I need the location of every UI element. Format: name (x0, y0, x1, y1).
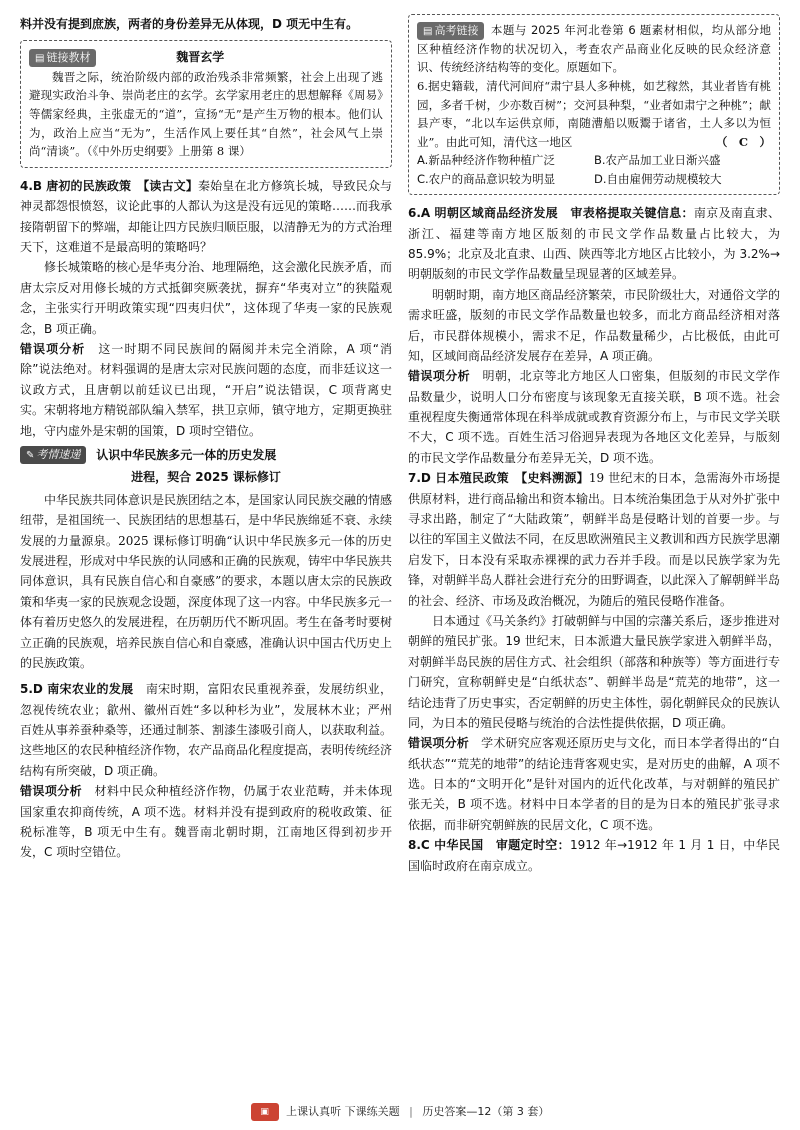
q7-analysis: 日本通过《马关条约》打破朝鲜与中国的宗藩关系后，逐步推进对朝鲜的殖民扩张。19 世纪末，日本派遣大量民族学家进入朝鲜半岛，对朝鲜半岛民族的居住方式、社会组织（部落和种族等）等方面进行专门研究，宣称朝鲜史是“白纸状态”、朝鲜半岛是“荒芜的地带”，这一结论违背了历史事实，否定朝鲜的历史主体性，弱化朝鲜民众的民族认同，为日本的殖民侵略与统治的合法性提供依据，D 项正确。 (408, 613, 780, 730)
question-6 (408, 203, 780, 468)
question-4 (20, 176, 392, 441)
textbook-link-title: 魏晋玄学 (176, 50, 225, 65)
q4-number: 4.B (20, 178, 43, 193)
page-footer (0, 1103, 800, 1122)
q7-error: 学术研究应客观还原历史与文化，而日本学者得出的“白纸状态”“荒芜的地带”的结论违背客观史实，是对历史的曲解，A 项不选。日本的“文明开化”是针对国内的近代化改革，与对朝鲜的殖民扩张无关，B 项不选。材料中日本学者的目的是为日本的殖民扩张寻求依据，而非研究朝鲜族的民居文化，C 项不选。 (408, 736, 780, 832)
q5-error-label: 错误项分析 (20, 784, 83, 799)
q5-error: 材料中民众种植经济作物，仍属于农业范畴，并未体现国家重农抑商传统，A 项不选。材料并没有提到政府的税收政策、征税标准等，B 项无中生有。魏晋南北朝时期，江南地区得到初步开发，C 项时空错位。 (20, 784, 392, 860)
book-icon: ▤ (35, 52, 45, 64)
option-b: B.农产品加工业日渐兴盛 (594, 153, 721, 168)
q4-error: 这一时期不同民族间的隔阂并未完全消除，A 项“消除”说法绝对。材料强调的是唐太宗对民族问题的态度，而非廷议这一议政方式，且唐朝以前廷议已出现，“开启”说法错误，C 项背离史实。宋朝将地方精锐部队编入禁军，拱卫京师，镇守地方，定期更换驻地，守内虚外是宋朝的国策，D 项时空错位。 (20, 342, 392, 438)
textbook-link-tag-label: 链接教材 (46, 50, 91, 64)
option-d: D.自由雇佣劳动规模较大 (594, 171, 722, 186)
q4-analysis: 修长城策略的核心是华夷分治、地理隔绝，这会激化民族矛盾，而唐太宗反对用修长城的方式抵御突厥袭扰，摒弃“华夷对立”的狭隘观念，主张实行开明政策实现“四夷归伏”，这体现了华夷一家的民族观念，B 项正确。 (20, 260, 392, 336)
q4-heading: 唐初的民族政策 (46, 178, 132, 193)
exam-trend-text: 中华民族共同体意识是民族团结之本，是国家认同民族交融的情感纽带，是祖国统一、民族团结的思想基石，是中华民族绵延不衰、永续发展的力量源泉。2025 课标修订明确“认识中华民族多元一体的历史发展进程，形成对中华民族的认同感和正确的民族观，铸牢中华民族共同体意识，具有民族自信心和自豪感”的要求，本题以唐太宗的民族政策和华夷一家的民族观念设题，深度体现了这一内容。中华民族多元一体有着历史悠久的发展进程，在历朝历代不断巩固。考生在备考时要树立正确的民族观，培养民族自信心和自豪感，准确认识中国古代历史上的民族政策。 (20, 492, 392, 670)
book-icon: ▤ (423, 25, 433, 37)
textbook-link-text: 魏晋之际，统治阶级内部的政治残杀非常频繁，社会上出现了逃避现实政治斗争、崇尚老庄的玄学。玄学家用老庄的思想解释《周易》等儒家经典，主张虚无的“道”，宣扬“无”是产生万物的根本。他们认为，政治上应当“无为”，生活作风上要任其“自然”，社会风气上崇尚“清谈”。（《中外历史纲要》上册第 8 课） (29, 69, 383, 159)
q6-lead: 南京及南直隶、浙江、福建等南方地区版刻的市民文学作品数量占比较大，为 85.9%；北京及北直隶、山西、陕西等北方地区占比较小，为 3.2%→明朝版刻的市民文学作品数量呈现显著的区域差异。 (408, 206, 780, 282)
q6-heading: 明朝区域商品经济发展 (434, 206, 559, 221)
q5-number: 5.D (20, 682, 43, 697)
q4-error-label: 错误项分析 (20, 342, 86, 357)
pencil-icon: ✎ (26, 450, 35, 462)
q5-heading: 南宋农业的发展 (46, 682, 134, 697)
q4-quote: 秦始皇在北方修筑长城，导致民众与神灵都怨恨愤怒，议论此事的人都认为这是没有远见的策略……而我承接隋朝留下的弊端，却能让四方民族归顺臣服，以清静无为的方式治理天下，这难道不是最高明的策略吗？ (20, 178, 392, 255)
question-8 (408, 835, 780, 876)
exam-trend-tag-label: 考情速递 (36, 448, 81, 462)
q6-analysis: 明朝时期，南方地区商品经济繁荣，市民阶级壮大，对通俗文学的需求旺盛，版刻的市民文学作品数量也较多，而北方商品经济相对落后，市民群体规模小，需求不足，作品数量稀少，占比极低，由此可知，区域间商品经济发展存在差异，A 项正确。 (408, 287, 780, 363)
gaokao-answer: （ C ） (715, 134, 771, 149)
q7-tag: 【史料溯源】 (521, 471, 589, 486)
option-c: C.农户的商品意识较为明显 (417, 171, 556, 186)
gaokao-link-tag-label: 高考链接 (434, 23, 479, 37)
q8-tag: 审题定时空： (495, 838, 571, 853)
page-number: 历史答案—12（第 3 套） (422, 1105, 550, 1119)
q7-number: 7.D (408, 471, 431, 486)
gaokao-link-box (408, 14, 780, 195)
gaokao-options (417, 151, 771, 188)
right-column (408, 14, 780, 1099)
q8-number: 8.C (408, 838, 430, 853)
footer-divider: | (409, 1105, 413, 1119)
q7-heading: 日本殖民政策 (434, 471, 509, 486)
intro-paragraph: 料并没有提到庶族，两者的身份差异无从体现，D 项无中生有。 (20, 17, 359, 31)
q7-quote: 19 世纪末的日本，急需海外市场提供原材料，进行商品输出和资本输出。日本统治集团急于从对外扩张中寻求出路，制定了“大陆政策”，朝鲜半岛是侵略计划的首要一步。与以往的军国主义做法不同，在反思欧洲殖民主义教训和西方民族学思潮启发下，日本没有采取赤裸裸的武力吞并手段。而是以民族学家为先锋，对朝鲜半岛人群社会进行充分的田野调查，以此深入了解朝鲜半岛的社会、经济、市场及政治概况，为随后的殖民侵略作准备。 (408, 471, 780, 608)
brand-slogan-1: 上课认真听 (286, 1105, 342, 1119)
q8-heading: 中华民国 (433, 838, 484, 853)
q6-error: 明朝，北京等北方地区人口密集，但版刻的市民文学作品数量少，说明人口分布密度与该现象无直接关联，B 项不选。社会重视程度失衡通常体现在科举成就或教育资源分布上，与市民文学关联不大，C 项不选。百姓生活习俗迥异表现为各地区文化差异，与版刻的市民文学作品数量分布差异无关，D 项不选。 (408, 369, 780, 465)
q6-tag: 审表格提取关键信息： (570, 206, 694, 221)
question-5 (20, 679, 392, 863)
q5-text: 南宋时期，富阳农民重视养蚕，发展纺织业，忽视传统农业；歙州、徽州百姓“多以种杉为业”，发展林木业；严州百姓从事养蚕种桑等，还通过制茶、割漆生漆吸引商人，以获取利益。这些地区的农民种植经济作物，农产品商品化程度提高，表明传统经济结构有所突破，D 项正确。 (20, 682, 392, 778)
option-a: A.新品种经济作物种植广泛 (417, 153, 555, 168)
q8-text: 1912 年→1912 年 1 月 1 日，中华民国临时政府在南京成立。 (408, 838, 780, 873)
exam-trend-tag (20, 446, 86, 464)
gaokao-question (417, 77, 771, 152)
two-column-body (20, 14, 780, 1099)
exam-trend-section (20, 445, 392, 673)
textbook-link-box (20, 40, 392, 168)
brand-logo: ▣ (251, 1103, 279, 1121)
q6-error-label: 错误项分析 (408, 369, 471, 384)
q7-error-label: 错误项分析 (408, 736, 469, 751)
gaokao-question-text: 6.据史籍载，清代河间府“肃宁县人多种桃，如艺稼然，其业者皆有桃园，多者千树，少亦数百树”；交河县种梨，“业者如肃宁之种桃”；献县产枣，“北以车运供京师，南随漕船以贩鬻于诸省，土人多以为恒业”。由此可知，清代这一地区 (417, 78, 771, 149)
q4-tag: 【读古文】 (143, 178, 198, 193)
gaokao-link-tag (417, 22, 484, 40)
exam-trend-title-1: 认识中华民族多元一体的历史发展 (96, 447, 277, 462)
textbook-link-tag (29, 49, 96, 67)
question-7 (408, 468, 780, 835)
left-column (20, 14, 392, 1099)
gaokao-link-text: 本题与 2025 年河北卷第 6 题素材相似，均从部分地区种植经济作物的状况切入，考查农产品商业化反映的民众经济意识、传统经济结构等的变化。原题如下。 (417, 23, 771, 75)
exam-trend-title-2: 进程，契合 2025 课标修订 (131, 470, 281, 485)
q6-number: 6.A (408, 206, 431, 221)
brand-slogan-2: 下课练关题 (344, 1105, 400, 1119)
